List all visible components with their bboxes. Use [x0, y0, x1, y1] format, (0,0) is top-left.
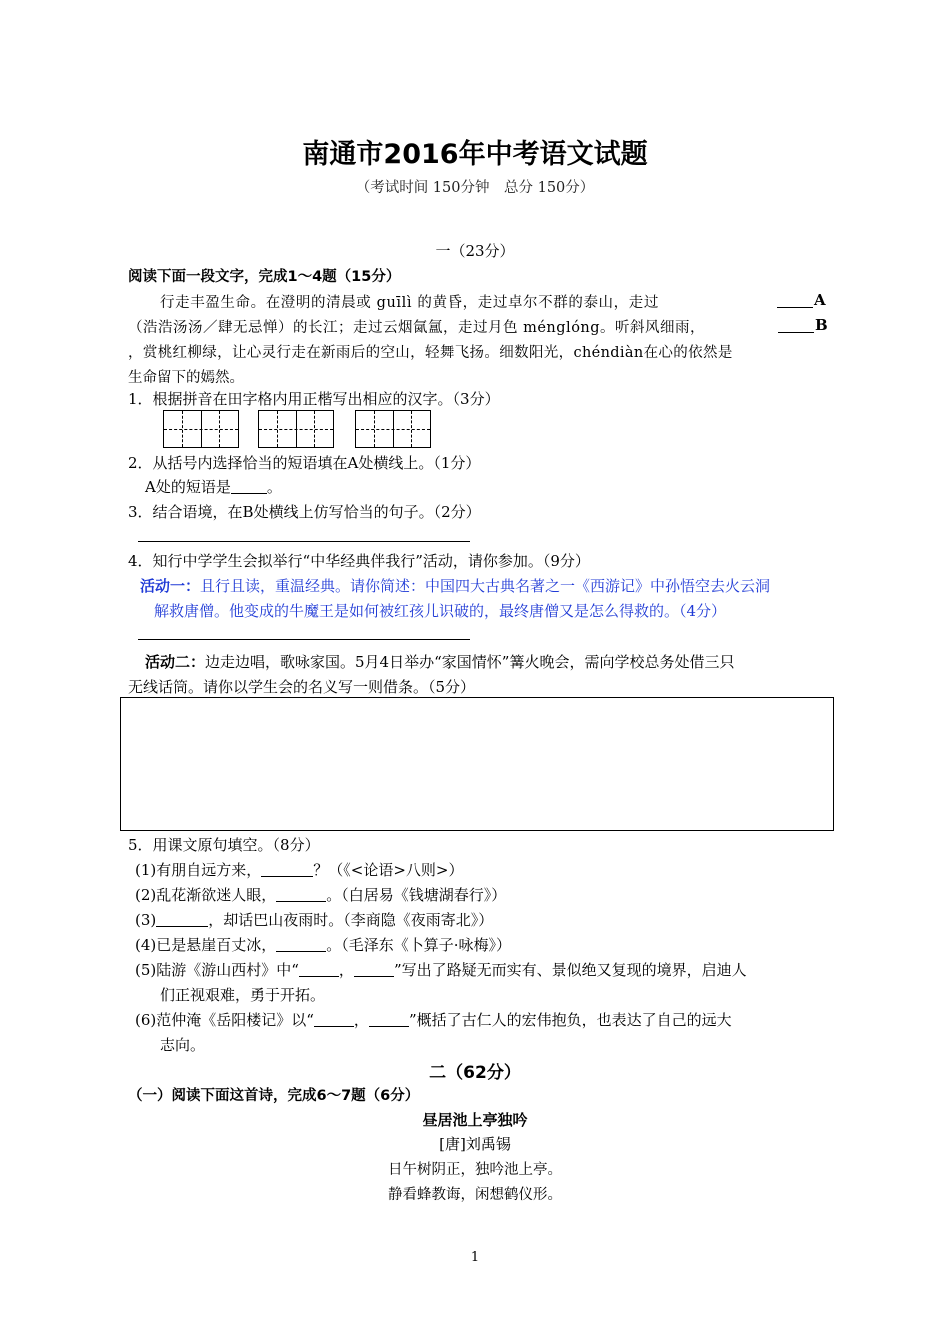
q3-answer-line[interactable] — [138, 541, 470, 542]
q5-item-1-text: (1)有朋自远方来， — [135, 861, 262, 879]
section-two-heading: 二（62分） — [429, 1063, 521, 1083]
q5-item-1 — [135, 859, 463, 880]
section-one-instruction: 阅读下面一段文字，完成1～4题（15分） — [128, 269, 401, 285]
poem-author: [唐]刘禹锡 — [439, 1135, 511, 1153]
q5-blank-1[interactable] — [261, 862, 313, 877]
activity-1-line-1 — [140, 575, 770, 596]
passage-line-4: 生命留下的嫣然。 — [128, 370, 244, 386]
q5-item-6-continued: 志向。 — [160, 1036, 206, 1054]
q5-item-5-description: ”写出了路疑无而实有、景似绝又复现的境界，启迪人 — [393, 961, 747, 979]
activity-1-line-2: 解救唐僧。他变成的牛魔王是如何被红孩儿识破的，最终唐僧又是怎么得救的。（4分） — [154, 602, 727, 620]
exam-info: （考试时间 150分钟 总分 150分） — [355, 180, 595, 196]
q5-item-3 — [135, 909, 493, 930]
q5-blank-5b[interactable] — [354, 962, 394, 977]
q5-item-3-number: (3) — [135, 911, 157, 929]
q5-item-5-comma: ， — [338, 961, 354, 979]
blank-a[interactable] — [777, 293, 813, 308]
tianzige-grid-2[interactable] — [258, 410, 334, 448]
activity-1-answer-line[interactable] — [138, 639, 470, 640]
q2-answer-line — [145, 476, 282, 497]
section-one-heading: 一（23分） — [435, 242, 515, 260]
passage-line-3: ，赏桃红柳绿，让心灵行走在新雨后的空山，轻舞飞扬。细数阳光，chéndiàn在心的依然是 — [128, 345, 733, 361]
page-title: 南通市2016年中考语文试题 — [302, 139, 648, 170]
q5-item-3-text: ，却话巴山夜雨时。（李商隐《夜雨寄北》） — [208, 911, 494, 929]
poem-line-1: 日午树阴正，独吟池上亭。 — [388, 1162, 562, 1178]
q5-item-6-text: (6)范仲淹《岳阳楼记》以“ — [135, 1011, 314, 1029]
poem-title: 昼居池上亭独吟 — [422, 1111, 528, 1129]
q5-item-5-continued: 们正视艰难，勇于开拓。 — [160, 986, 326, 1004]
q5-blank-2[interactable] — [276, 887, 326, 902]
page-number: 1 — [470, 1250, 480, 1265]
passage-line-1: 行走丰盈生命。在澄明的清晨或 guīlì 的黄昏，走过卓尔不群的泰山，走过 — [160, 295, 659, 311]
q5-item-5-text: (5)陆游《游山西村》中“ — [135, 961, 299, 979]
q5-item-2-source: 。（白居易《钱塘湖春行》） — [326, 886, 507, 904]
activity-2-line-2: 无线话筒。请你以学生会的名义写一则借条。（5分） — [128, 678, 476, 696]
q5-item-5 — [135, 959, 747, 980]
question-1: 1．根据拼音在田字格内用正楷写出相应的汉字。（3分） — [128, 390, 500, 408]
poem-line-2: 静看蜂教诲，闲想鹤仪形。 — [388, 1187, 562, 1203]
q5-item-6-comma: ， — [353, 1011, 369, 1029]
q5-blank-4[interactable] — [276, 937, 326, 952]
activity-2-text-1: 边走边唱，歌咏家国。5月4日举办“家国情怀”篝火晚会，需向学校总务处借三只 — [205, 653, 735, 671]
question-2: 2．从括号内选择恰当的短语填在A处横线上。（1分） — [128, 454, 481, 472]
passage-line-2: （浩浩汤汤／肆无忌惮）的长江；走过云烟氤氲，走过月色 ménglóng。听斜风细雨， — [128, 320, 706, 336]
q5-item-6-description: ”概括了古仁人的宏伟抱负，也表达了自己的远大 — [408, 1011, 732, 1029]
q5-blank-3[interactable] — [156, 912, 208, 927]
question-5: 5．用课文原句填空。（8分） — [128, 836, 320, 854]
q5-item-6 — [135, 1009, 732, 1030]
q5-item-2-text: (2)乱花渐欲迷人眼， — [135, 886, 277, 904]
question-3: 3．结合语境，在B处横线上仿写恰当的句子。（2分） — [128, 503, 481, 521]
tianzige-grid-1[interactable] — [163, 410, 239, 448]
activity-2-line-1 — [145, 651, 734, 672]
q5-blank-5a[interactable] — [299, 962, 339, 977]
q5-item-4-text: (4)已是悬崖百丈冰， — [135, 936, 277, 954]
activity-1-text-1: 且行且读，重温经典。请你简述：中国四大古典名著之一《西游记》中孙悟空去火云洞 — [200, 577, 771, 595]
activity-2-label: 活动二： — [145, 653, 206, 671]
question-4: 4．知行中学学生会拟举行“中华经典伴我行”活动，请你参加。（9分） — [128, 552, 590, 570]
marker-a: A — [814, 291, 826, 309]
q5-blank-6a[interactable] — [314, 1012, 354, 1027]
q5-blank-6b[interactable] — [369, 1012, 409, 1027]
activity-1-label: 活动一： — [140, 577, 201, 595]
section-two-sub-1: （一）阅读下面这首诗，完成6～7题（6分） — [128, 1088, 420, 1104]
q2-answer-prefix: A处的短语是 — [145, 478, 231, 496]
q5-item-4 — [135, 934, 511, 955]
q5-item-1-source: ？（《<论语>八则>） — [313, 861, 464, 879]
q5-item-4-source: 。（毛泽东《卜算子·咏梅》） — [326, 936, 512, 954]
blank-b[interactable] — [778, 318, 814, 333]
tianzige-grid-3[interactable] — [355, 410, 431, 448]
marker-b: B — [815, 316, 828, 334]
q5-item-2 — [135, 884, 506, 905]
q2-answer-suffix: 。 — [266, 478, 282, 496]
q2-answer-blank[interactable] — [231, 479, 267, 494]
iou-answer-box[interactable] — [120, 697, 834, 831]
